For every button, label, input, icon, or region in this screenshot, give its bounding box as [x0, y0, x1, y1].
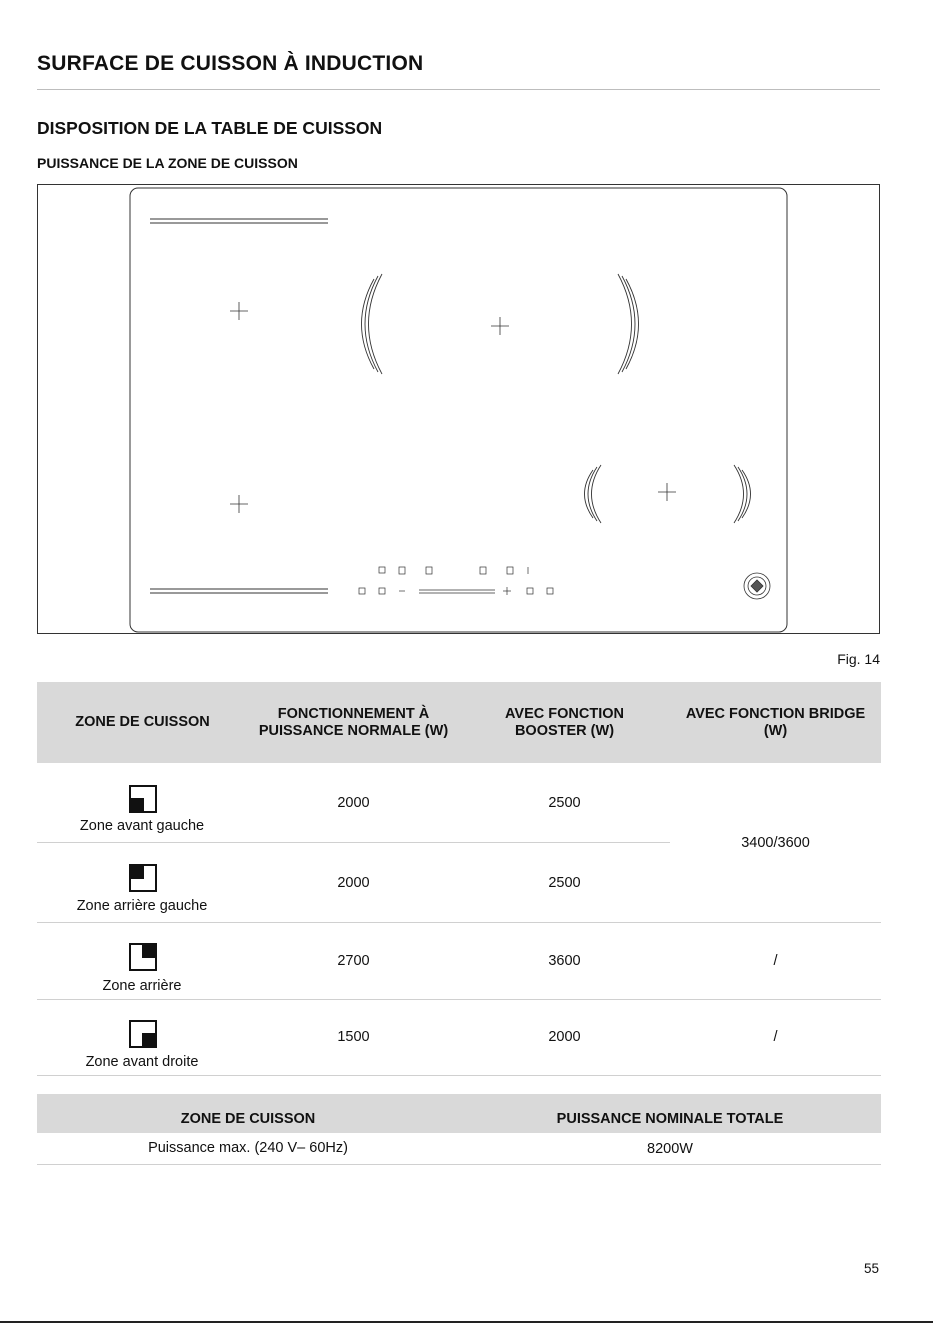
- control-panel: [359, 567, 553, 595]
- section-title: DISPOSITION DE LA TABLE DE CUISSON: [37, 118, 383, 138]
- normal-power-value: 2000: [337, 875, 370, 891]
- page-title: SURFACE DE CUISSON À INDUCTION: [37, 52, 424, 75]
- header-zone: ZONE DE CUISSON: [75, 714, 210, 730]
- page-number: 55: [864, 1261, 880, 1276]
- page-bottom-rule: [0, 1321, 933, 1323]
- total-power-value: 8200W: [647, 1141, 693, 1157]
- booster-value: 2500: [548, 795, 581, 811]
- total-power-table-header: [37, 1094, 881, 1133]
- header-zone: ZONE DE CUISSON: [180, 1111, 316, 1127]
- crosshair-rear: [491, 317, 509, 335]
- zone-rear-icon: [129, 943, 157, 971]
- max-power-label: Puissance max. (240 V– 60Hz): [148, 1140, 348, 1156]
- zone-rear-left-icon: [129, 864, 157, 892]
- header-total-power: PUISSANCE NOMINALE TOTALE: [556, 1111, 784, 1127]
- bridge-value: /: [773, 1029, 778, 1045]
- cooktop-drawing: [37, 184, 880, 634]
- normal-power-value: 2000: [337, 795, 370, 811]
- header-bridge: AVEC FONCTION BRIDGE (W): [685, 705, 866, 739]
- crosshair-front-left: [230, 302, 248, 320]
- header-normal-power: FONCTIONNEMENT À PUISSANCE NORMALE (W): [258, 705, 449, 739]
- normal-power-value: 2700: [337, 953, 370, 969]
- row-divider: [37, 1075, 881, 1076]
- crosshair-rear-left: [230, 495, 248, 513]
- brand-seal-icon: [744, 573, 770, 599]
- cooktop-outline: [130, 188, 787, 632]
- bridge-value-merged: 3400/3600: [741, 835, 810, 851]
- zone-label: Zone arrière gauche: [76, 898, 208, 914]
- bridge-value: /: [773, 953, 778, 969]
- row-divider: [37, 1164, 881, 1165]
- front-right-zone-arcs: [585, 465, 751, 523]
- booster-value: 2500: [548, 875, 581, 891]
- cooktop-figure: [37, 184, 880, 634]
- row-divider: [37, 842, 670, 843]
- subsection-title: PUISSANCE DE LA ZONE DE CUISSON: [37, 155, 298, 171]
- zone-label: Zone avant droite: [85, 1054, 199, 1070]
- crosshair-front-right: [658, 483, 676, 501]
- title-divider: [37, 89, 880, 90]
- power-table-header: [37, 682, 881, 763]
- zone-label: Zone arrière: [102, 978, 182, 994]
- booster-value: 2000: [548, 1029, 581, 1045]
- booster-value: 3600: [548, 953, 581, 969]
- normal-power-value: 1500: [337, 1029, 370, 1045]
- figure-caption: Fig. 14: [837, 651, 880, 667]
- zone-front-right-icon: [129, 1020, 157, 1048]
- row-divider: [37, 999, 881, 1000]
- row-divider: [37, 922, 881, 923]
- zone-front-left-icon: [129, 785, 157, 813]
- zone-label: Zone avant gauche: [79, 818, 205, 834]
- header-booster: AVEC FONCTION BOOSTER (W): [505, 705, 624, 739]
